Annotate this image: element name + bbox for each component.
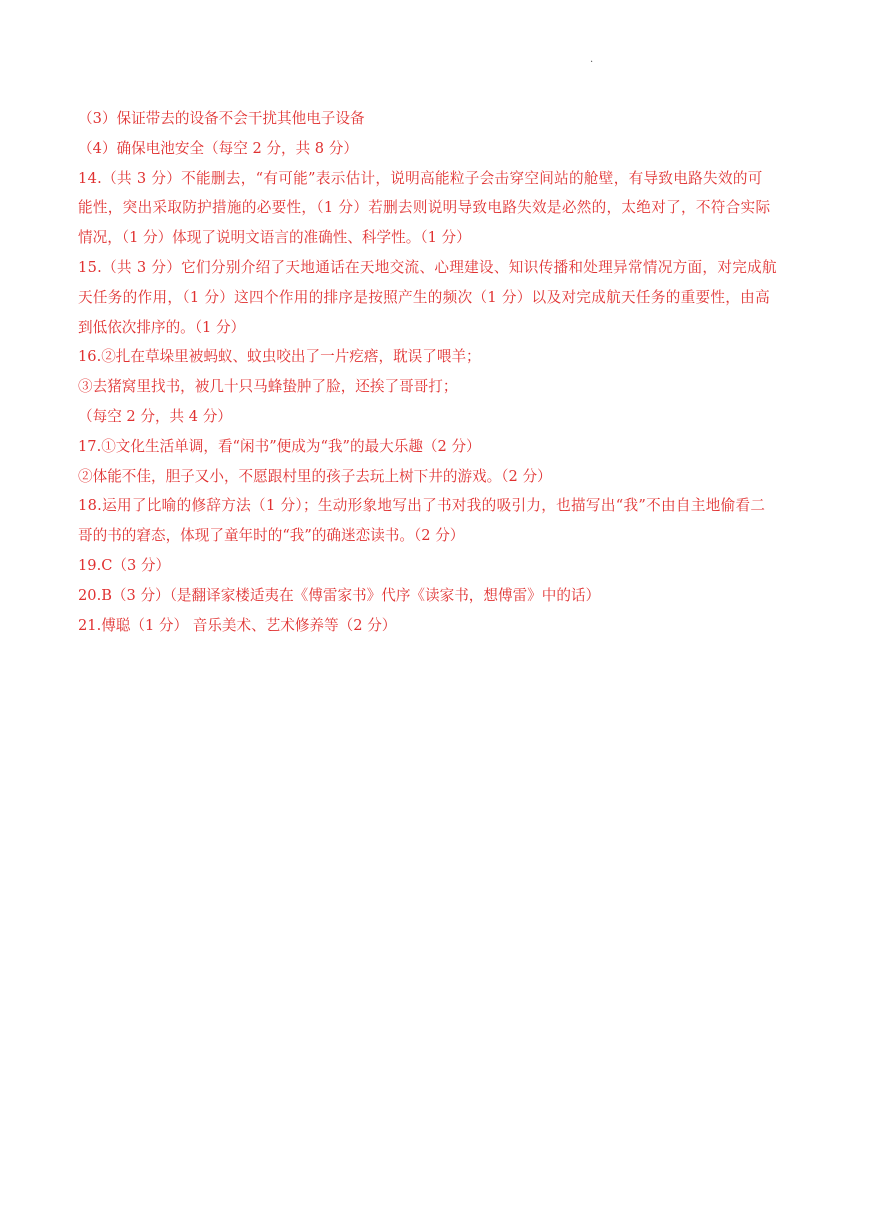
answer-line-16c: （每空 2 分，共 4 分） xyxy=(78,407,232,425)
answer-line-17b: ②体能不佳，胆子又小，不愿跟村里的孩子去玩上树下井的游戏。（2 分） xyxy=(78,467,552,485)
answer-line-18a: 18.运用了比喻的修辞方法（1 分）；生动形象地写出了书对我的吸引力，也描写出“我”不由自主地偷看二 xyxy=(78,497,766,515)
answer-line-19: 19.C（3 分） xyxy=(78,556,171,574)
answer-line-16b: ③去猪窝里找书，被几十只马蜂蛰肿了脸，还挨了哥哥打； xyxy=(78,378,458,396)
answer-line-14c: 情况，（1 分）体现了说明文语言的准确性、科学性。（1 分） xyxy=(78,229,471,247)
answer-line-18b: 哥的书的窘态，体现了童年时的“我”的确迷恋读书。（2 分） xyxy=(78,527,465,545)
answer-line-21: 21.傅聪（1 分） 音乐美术、艺术修养等（2 分） xyxy=(78,616,397,634)
answer-list xyxy=(78,104,794,640)
answer-line-15a: 15.（共 3 分）它们分别介绍了天地通话在天地交流、心理建设、知识传播和处理异常情况方面，对完成航 xyxy=(78,258,777,276)
answer-line-15c: 到低依次排序的。（1 分） xyxy=(78,318,246,336)
answer-line-15b: 天任务的作用，（1 分）这四个作用的排序是按照产生的频次（1 分）以及对完成航天任务的重要性，由高 xyxy=(78,288,770,306)
answer-line-13-3: （3）保证带去的设备不会干扰其他电子设备 xyxy=(78,110,365,127)
page-mark: . xyxy=(590,54,594,65)
answer-line-13-4: （4）确保电池安全（每空 2 分，共 8 分） xyxy=(78,139,358,157)
answer-line-20: 20.B（3 分）（是翻译家楼适夷在《傅雷家书》代序《读家书，想傅雷》中的话） xyxy=(78,586,601,604)
answer-line-17a: 17.①文化生活单调，看“闲书”便成为“我”的最大乐趣（2 分） xyxy=(78,437,481,455)
answer-line-14b: 能性，突出采取防护措施的必要性，（1 分）若删去则说明导致电路失效是必然的，太绝对了，不符合实际 xyxy=(78,199,771,217)
answer-line-16a: 16.②扎在草垛里被蚂蚁、蚊虫咬出了一片疙瘩，耽误了喂羊； xyxy=(78,348,481,366)
answer-line-14a: 14.（共 3 分）不能删去，“有可能”表示估计，说明高能粒子会击穿空间站的舱壁，有导致电路失效的可 xyxy=(78,169,763,187)
